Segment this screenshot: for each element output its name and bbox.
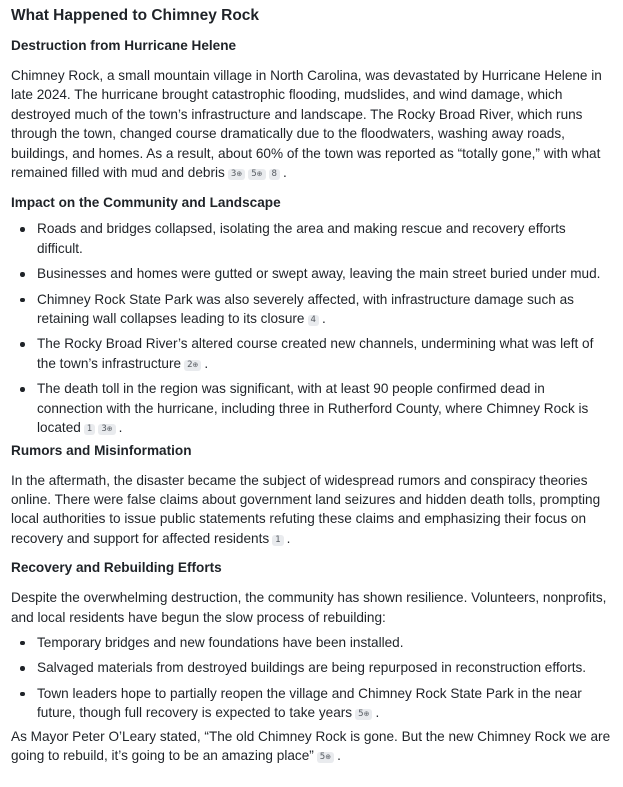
page-title: What Happened to Chimney Rock [11,7,260,24]
citation-number: 5 [319,751,326,762]
citation-badge[interactable] [308,315,319,326]
citation-badge[interactable] [269,169,280,180]
paragraph-rumors [11,471,612,549]
sentence-end: . [337,747,341,763]
citation-number: 1 [86,424,93,435]
citation-number: 5 [358,709,364,720]
citation-badge[interactable] [84,424,95,435]
citation-badge[interactable] [228,169,245,180]
more-sources-icon: ⊕ [256,170,263,179]
more-sources-icon: ⊕ [106,425,113,434]
list-item [11,264,612,283]
closing-text: As Mayor Peter O’Leary stated, “The old Chimney Rock is gone. But the new Chimney Rock we are going to rebuild, it’s going to be an amazing place” [11,728,611,763]
paragraph-text: In the aftermath, the disaster became the subject of widespread rumors and conspiracy theories online. There were false claims about government land seizures and hidden death tolls, prompting local authorities to issue public statements refuting these claims and emphasizing their focus on recovery and support for affected residents [11,472,601,546]
list-item-text: Salvaged materials from destroyed buildings are being repurposed in reconstruction efforts. [37,660,587,676]
sentence-end: . [375,705,380,721]
citation-number: 3 [101,424,107,435]
recovery-list [11,633,612,723]
paragraph-text: Chimney Rock, a small mountain village in North Carolina, was devastated by Hurricane Helene in late 2024. The hurricane brought catastrophic flooding, mudslides, and wind damage, which destroyed much of the town’s infrastructure and landscape. The Rocky Broad River, which runs through the town, changed course dramatically due to the floodwaters, washing away roads, buildings, and homes. As a result, about 60% of the town was reported as “totally gone,” with what remained filled with mud and debris [11,68,602,181]
section-heading-rumors: Rumors and Misinformation [11,442,192,458]
list-item-text: The death toll in the region was significant, with at least 90 people confirmed dead in connection with the hurricane, including three in Rutherford County, where Chimney Rock is located [37,381,589,436]
list-item [11,684,612,723]
list-item [11,658,612,677]
citation-badge[interactable] [184,360,201,371]
more-sources-icon: ⊕ [236,170,243,179]
citation-number: 4 [310,315,316,326]
list-item-text: Businesses and homes were gutted or swept away, leaving the main street buried under mud. [37,266,601,282]
sentence-end: . [283,165,287,181]
citation-badge[interactable] [317,752,334,763]
sentence-end: . [321,311,326,327]
citation-badge[interactable] [272,535,283,546]
more-sources-icon: ⊕ [192,360,199,369]
citation-badge[interactable] [355,709,372,720]
more-sources-icon: ⊕ [325,752,332,761]
citation-badge[interactable] [98,424,115,435]
sentence-end: . [204,355,209,371]
sentence-end: . [118,420,123,436]
citation-number: 8 [271,169,277,180]
more-sources-icon: ⊕ [363,710,370,719]
list-item-text: Chimney Rock State Park was also severely affected, with infrastructure damage such as retaining wall collapses leading to its closure [37,291,574,327]
citation-number: 2 [187,359,193,370]
list-item-text: Roads and bridges collapsed, isolating the area and making rescue and recovery efforts difficult. [37,221,566,256]
citation-number: 1 [275,534,281,545]
citation-badge[interactable] [248,169,265,180]
list-item [11,219,612,258]
list-item-text: The Rocky Broad River’s altered course created new channels, undermining what was left of the town’s infrastructure [37,336,594,371]
list-item [11,633,612,652]
sentence-end: . [286,530,291,546]
section-heading-destruction: Destruction from Hurricane Helene [11,38,237,53]
list-item-text: Town leaders hope to partially reopen the village and Chimney Rock State Park in the near future, though full recovery is expected to take years [37,685,582,721]
list-item-text: Temporary bridges and new foundations have been installed. [37,634,404,650]
paragraph-recovery: Despite the overwhelming destruction, the community has shown resilience. Volunteers, nonprofits, and local residents have begun the slow process of rebuilding: [11,590,607,625]
citation-number: 5 [251,169,257,180]
section-heading-impact: Impact on the Community and Landscape [11,195,281,211]
list-item [11,334,612,373]
list-item [11,379,612,437]
list-item [11,290,612,329]
paragraph-destruction [11,66,612,182]
closing-quote [11,727,612,766]
citation-number: 3 [230,169,237,180]
section-heading-recovery: Recovery and Rebuilding Efforts [11,560,222,576]
impact-list [11,219,612,437]
